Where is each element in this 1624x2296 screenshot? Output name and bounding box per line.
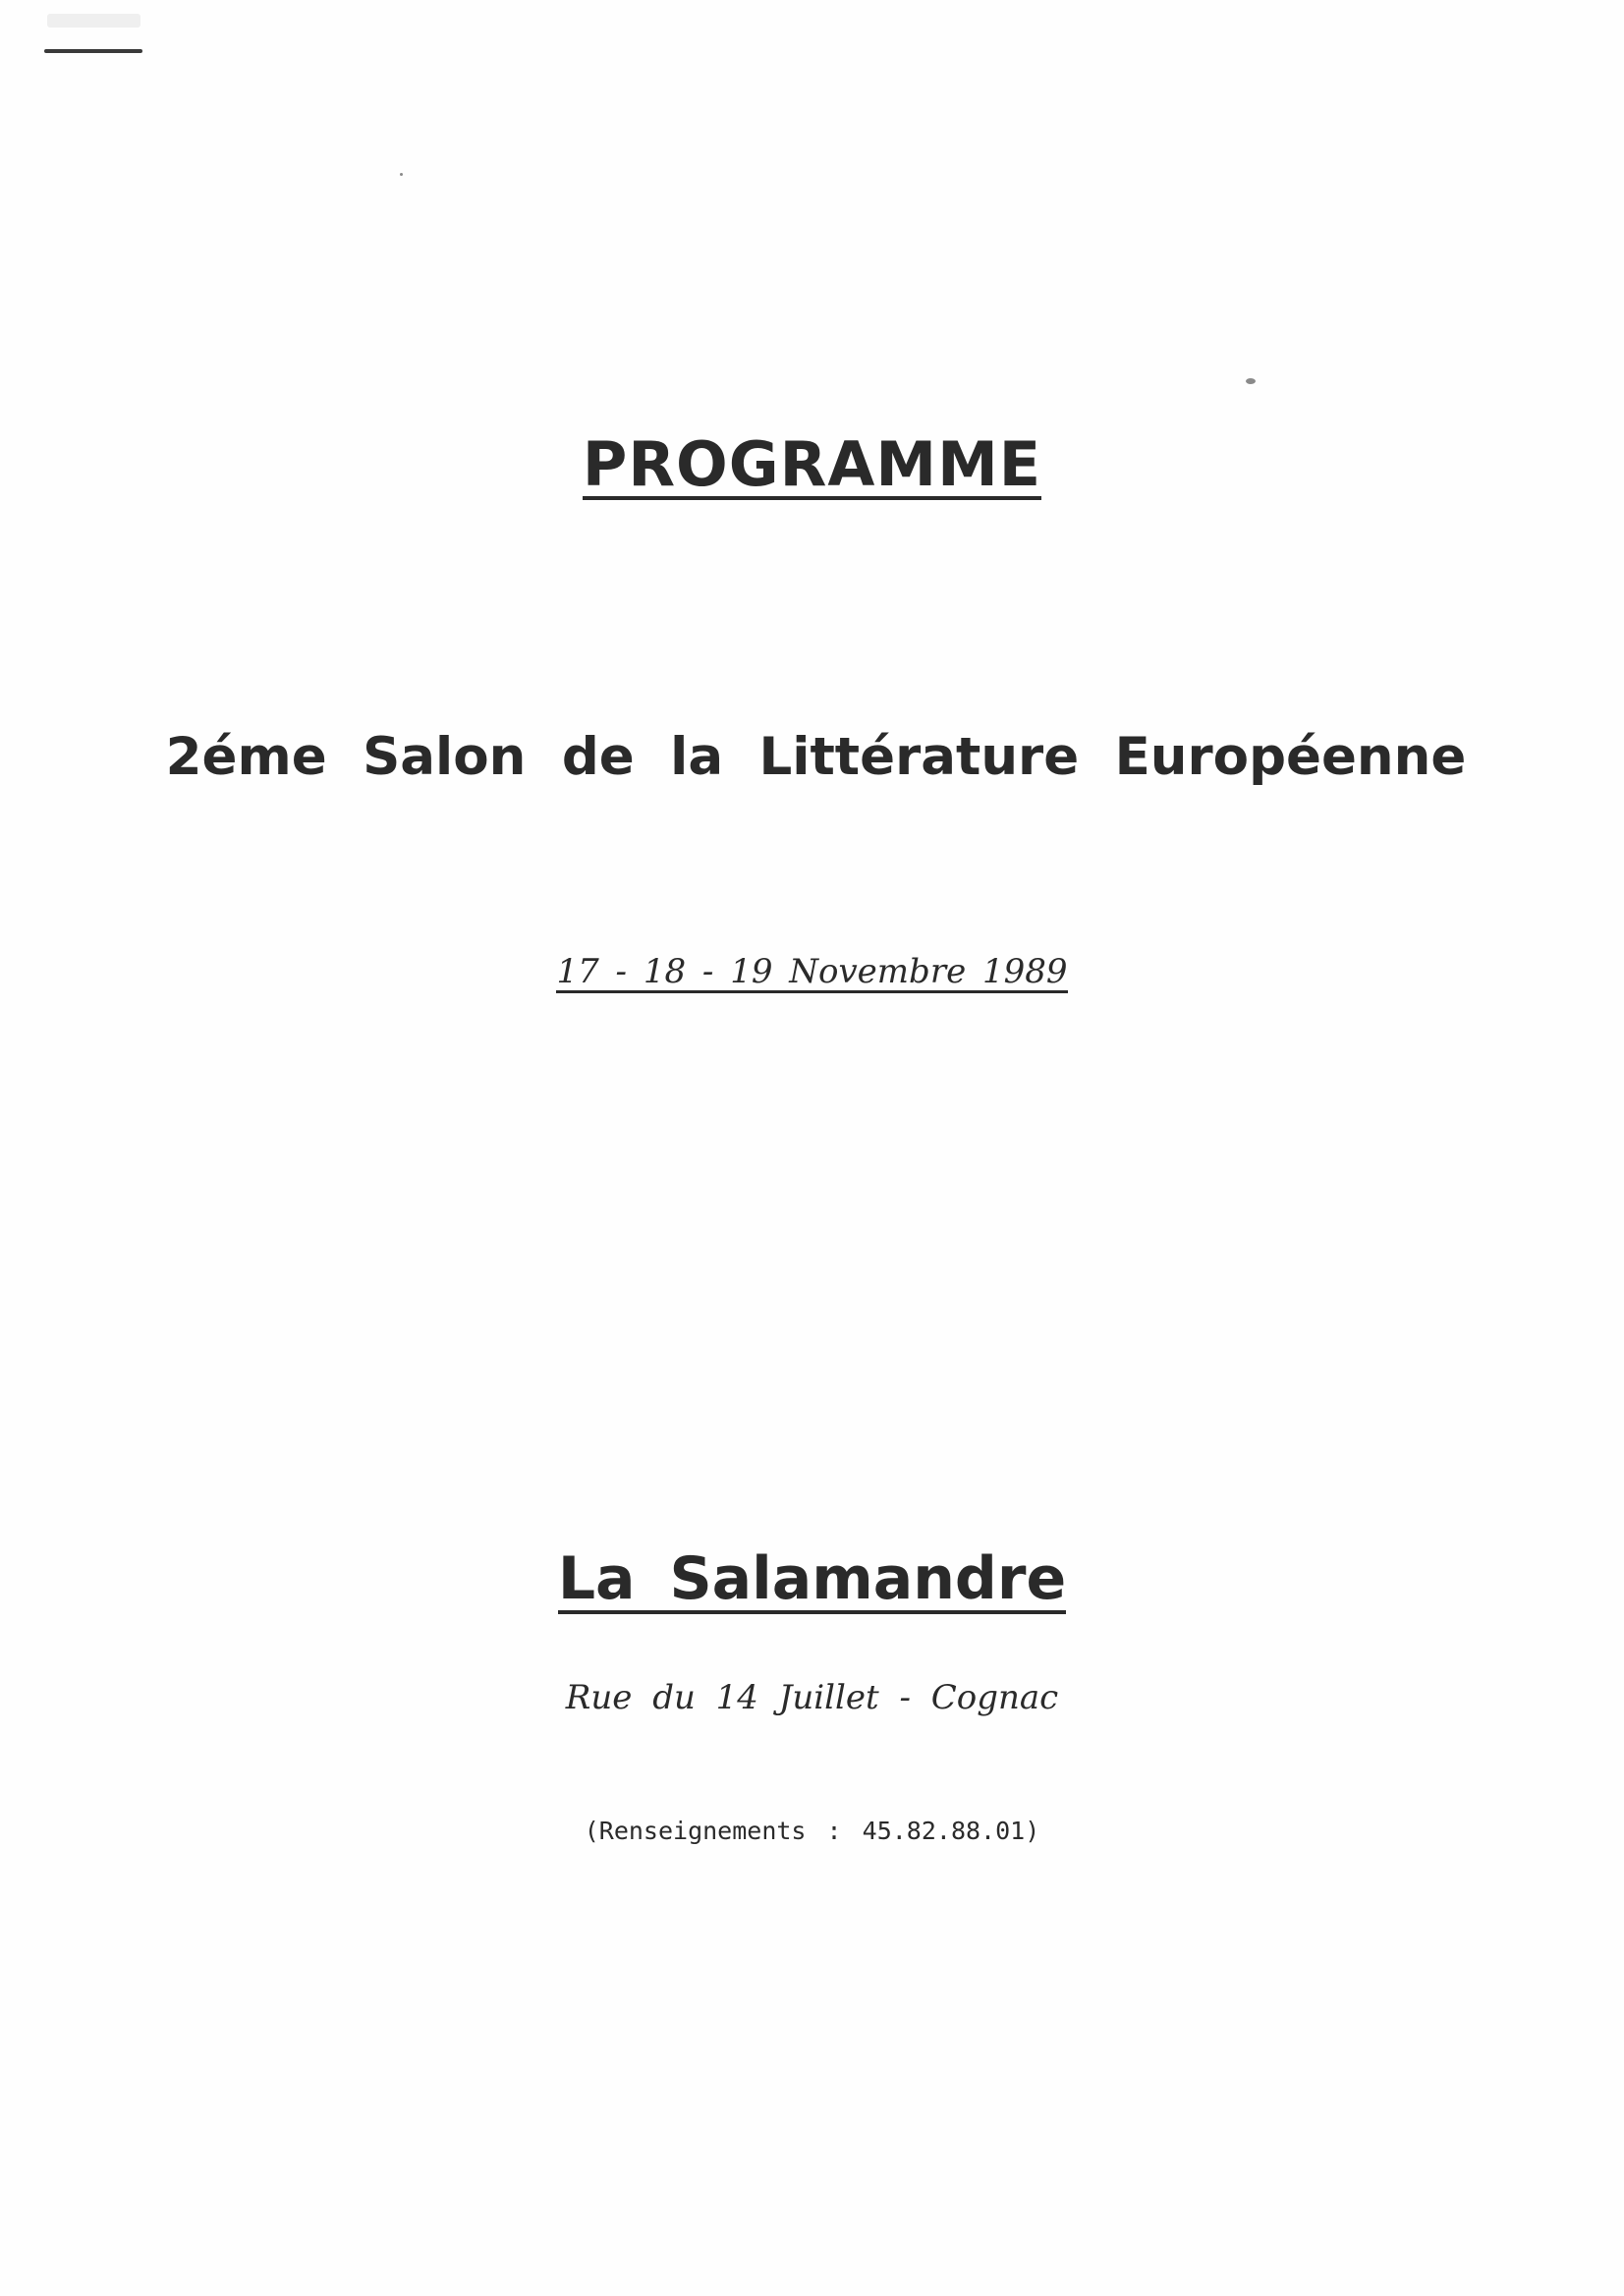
title-line xyxy=(0,428,1624,500)
event-dates: 17 - 18 - 19 Novembre 1989 xyxy=(556,954,1067,993)
scan-speck xyxy=(1246,378,1256,384)
corner-smudge xyxy=(47,14,140,28)
event-name: 2éme Salon de la Littérature Européenne xyxy=(165,727,1467,787)
scan-speck xyxy=(400,173,403,176)
corner-mark xyxy=(44,49,142,53)
dates-line xyxy=(0,952,1624,993)
venue-address: Rue du 14 Juillet - Cognac xyxy=(565,1678,1059,1717)
info-contact: (Renseignements : 45.82.88.01) xyxy=(584,1817,1040,1845)
venue-name: La Salamandre xyxy=(557,1544,1067,1613)
programme-title: PROGRAMME xyxy=(582,428,1042,500)
venue-line xyxy=(0,1544,1624,1614)
